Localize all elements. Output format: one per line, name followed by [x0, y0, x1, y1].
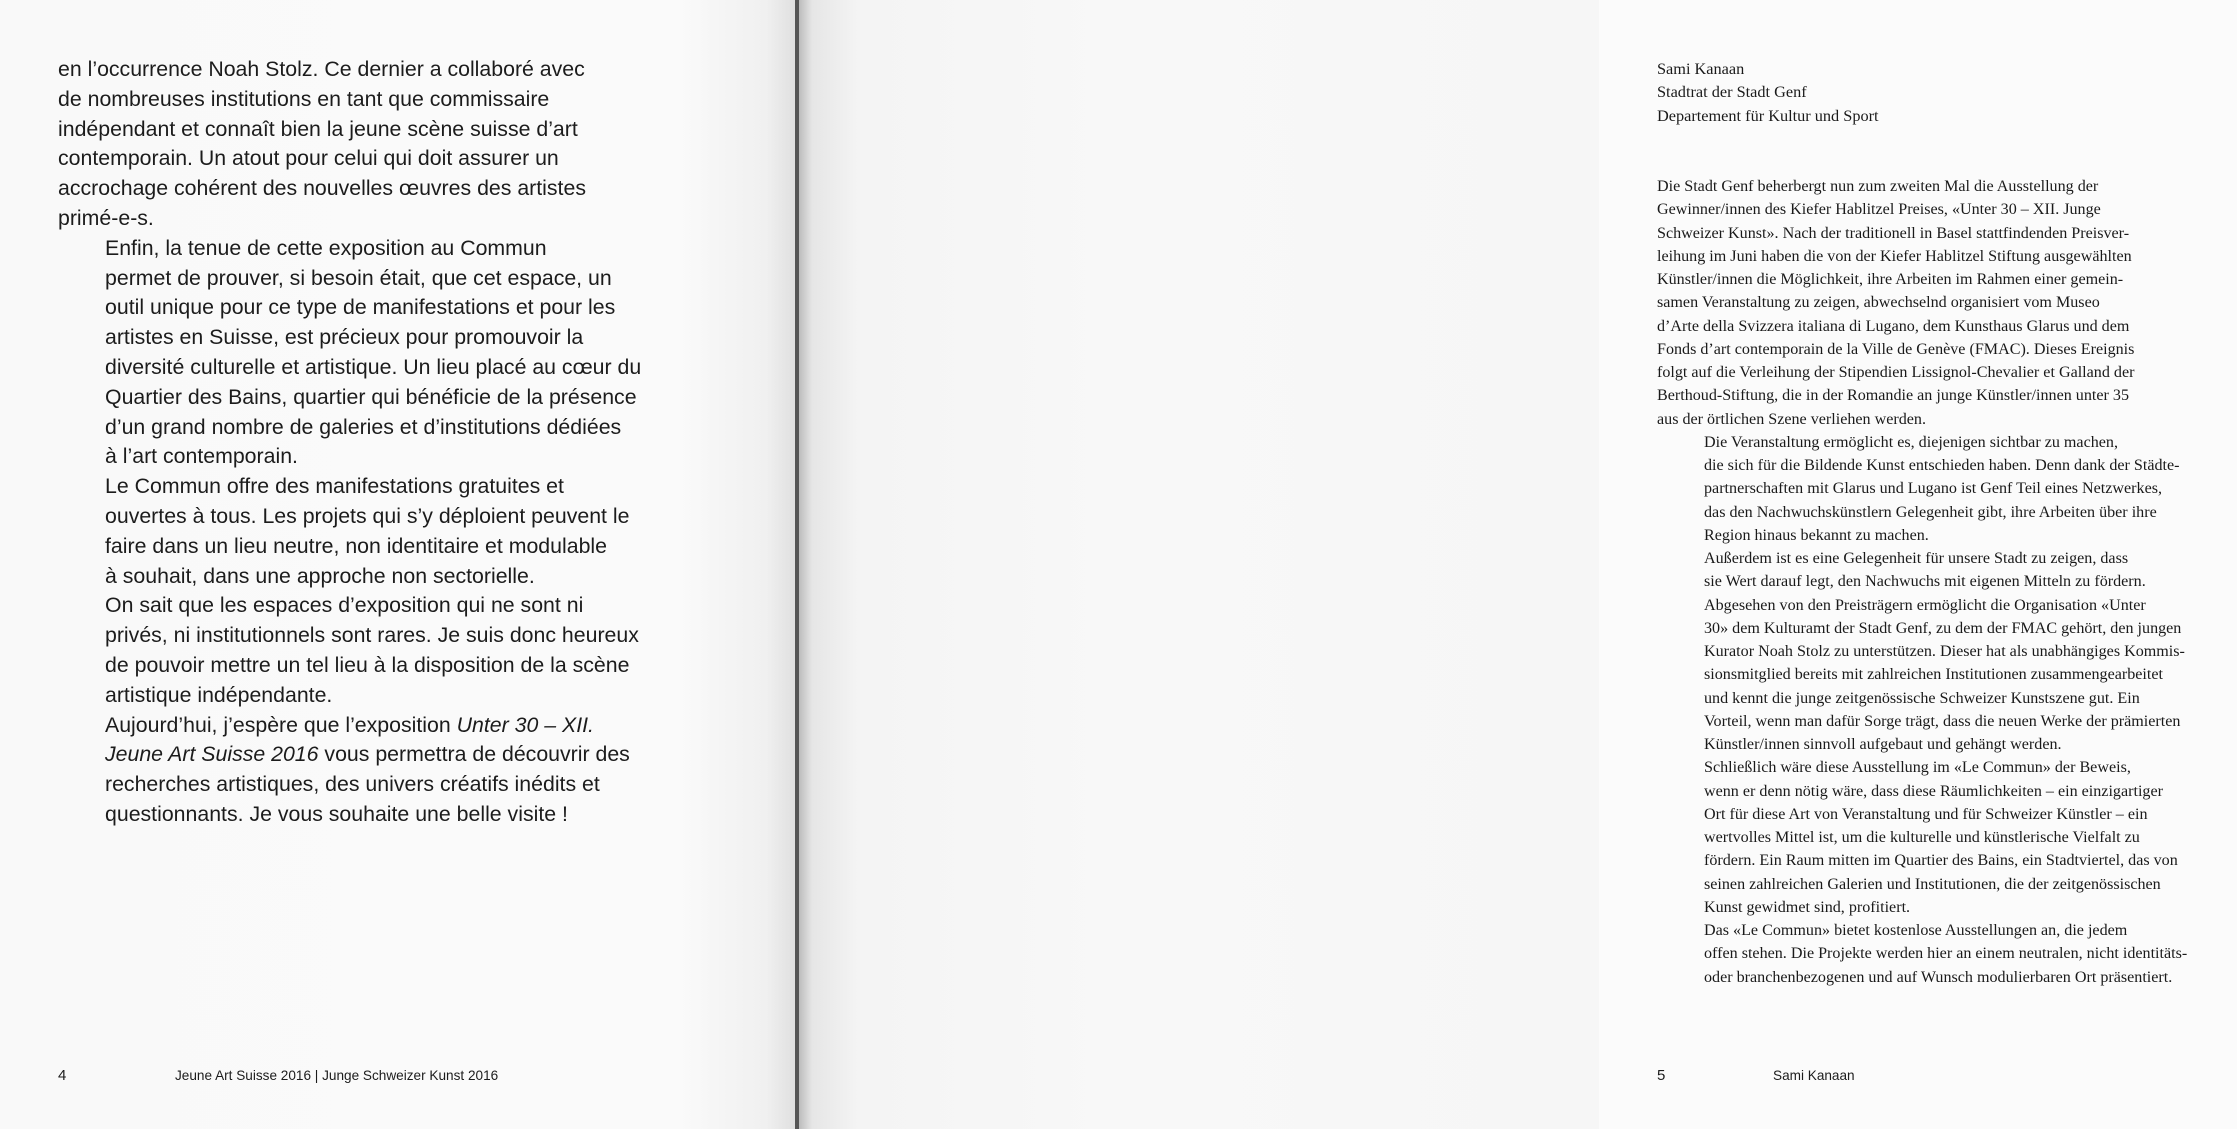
- text-line: Fonds d’art contemporain de la Ville de Genève (FMAC). Dieses Ereignis: [1657, 340, 2135, 358]
- text-line: [58, 323, 628, 353]
- text-line: Schweizer Kunst». Nach der traditionell in Basel stattfindenden Preisver-: [1657, 224, 2130, 242]
- right-page: [798, 0, 2188, 1129]
- text-line: offen stehen. Die Projekte werden hier an einem neutralen, nicht identitäts-: [1704, 945, 2188, 963]
- text-line: [58, 383, 637, 413]
- text-line: Berthoud-Stiftung, die in der Romandie an junge Künstler/innen unter 35: [1657, 387, 2129, 405]
- text-line: Außerdem ist es eine Gelegenheit für unsere Stadt zu zeigen, dass: [1704, 550, 2129, 567]
- text-run: On sait que les espaces d’exposition qui ne sont ni: [105, 593, 584, 618]
- text-line: aus der örtlichen Szene verliehen werden.: [1657, 410, 1927, 428]
- text-line: [58, 591, 628, 621]
- text-run: d’un grand nombre de galeries et d’institutions dédiées: [105, 414, 622, 439]
- text-line: [58, 621, 639, 651]
- text-line: oder branchenbezogenen und auf Wunsch modulierbaren Ort präsentiert.: [1704, 968, 2173, 986]
- text-line: [58, 532, 628, 562]
- text-line: [58, 472, 628, 502]
- left-running-title: Jeune Art Suisse 2016 | Junge Schweizer Kunst 2016: [175, 1068, 499, 1083]
- text-line: wenn er denn nötig wäre, dass diese Räumlichkeiten – ein einzigartiger: [1704, 782, 2163, 800]
- text-line: Die Veranstaltung ermöglicht es, diejenigen sichtbar zu machen,: [1704, 433, 2118, 451]
- text-run: faire dans un lieu neutre, non identitaire et modulable: [105, 533, 607, 558]
- text-line: sionsmitglied bereits mit zahlreichen Institutionen zusammengearbeitet: [1704, 666, 2163, 684]
- text-line: [58, 681, 628, 711]
- text-line: [58, 204, 628, 234]
- author-role: Stadtrat der Stadt Genf: [1657, 82, 1807, 102]
- text-run: Enfin, la tenue de cette exposition au Commun: [105, 235, 547, 260]
- text-line: [58, 55, 628, 85]
- author-department: Departement für Kultur und Sport: [1657, 105, 1879, 125]
- text-line: [58, 353, 642, 383]
- text-line: die sich für die Bildende Kunst entschieden haben. Denn dank der Städte-: [1704, 457, 2180, 474]
- text-line: [58, 800, 628, 830]
- text-run: de nombreuses institutions en tant que commissaire: [58, 86, 550, 111]
- text-line: [58, 651, 628, 681]
- right-paragraph: [1657, 756, 2237, 919]
- text-line: Region hinaus bekannt zu machen.: [1704, 526, 1929, 544]
- left-paragraph: [58, 711, 628, 830]
- text-line: Kunst gewidmet sind, profitiert.: [1704, 898, 1911, 916]
- author-name: Sami Kanaan: [1657, 59, 1745, 78]
- text-line: Abgesehen von den Preisträgern ermöglicht die Organisation «Unter: [1704, 596, 2146, 614]
- text-line: [58, 264, 628, 294]
- text-line: [58, 85, 628, 115]
- text-line: partnerschaften mit Glarus und Lugano ist Genf Teil eines Netzwerkes,: [1704, 480, 2162, 498]
- text-run: diversité culturelle et artistique. Un lieu placé au cœur du: [105, 354, 642, 379]
- text-line: [58, 502, 628, 532]
- text-run: Aujourd’hui, j’espère que l’exposition: [105, 712, 457, 737]
- left-page-body-text: [58, 55, 642, 830]
- text-line: [58, 711, 628, 741]
- text-line: [58, 770, 628, 800]
- left-paragraph: [58, 591, 639, 710]
- right-paragraph: [1657, 547, 2237, 594]
- text-run: indépendant et connaît bien la jeune scène suisse d’art: [58, 116, 578, 141]
- text-line: Vorteil, wenn man dafür Sorge trägt, dass die neuen Werke der prämierten: [1704, 712, 2181, 730]
- text-line: fördern. Ein Raum mitten im Quartier des Bains, ein Stadtviertel, das von: [1704, 852, 2178, 870]
- text-line: samen Veranstaltung zu zeigen, abwechselnd organisiert vom Museo: [1657, 294, 2100, 312]
- left-page-number: 4: [58, 1067, 67, 1084]
- text-run: privés, ni institutionnels sont rares. Je suis donc heureux: [105, 623, 639, 648]
- text-run: de pouvoir mettre un tel lieu à la disposition de la scène: [105, 652, 630, 677]
- left-paragraph: [58, 472, 628, 591]
- text-run: en l’occurrence Noah Stolz. Ce dernier a collaboré avec: [58, 57, 585, 81]
- right-paragraph: [1657, 175, 2237, 431]
- text-run: artistes en Suisse, est précieux pour promouvoir la: [105, 325, 584, 350]
- text-line: [58, 413, 628, 443]
- italic-title-run: Jeune Art Suisse 2016: [105, 742, 319, 767]
- text-run: outil unique pour ce type de manifestations et pour les: [105, 295, 616, 320]
- text-line: [58, 174, 628, 204]
- text-line: 30» dem Kulturamt der Stadt Genf, zu dem der FMAC gehört, den jungen: [1704, 619, 2182, 637]
- text-run: ouvertes à tous. Les projets qui s’y déploient peuvent le: [105, 503, 630, 528]
- text-line: [58, 740, 628, 770]
- text-line: sie Wert darauf legt, den Nachwuchs mit eigenen Mitteln zu fördern.: [1704, 573, 2146, 591]
- text-line: Schließlich wäre diese Ausstellung im «Le Commun» der Beweis,: [1704, 759, 2131, 777]
- text-line: Das «Le Commun» bietet kostenlose Ausstellungen an, die jedem: [1704, 922, 2128, 939]
- right-paragraph: [1657, 919, 2237, 989]
- text-line: Künstler/innen sinnvoll aufgebaut und gehängt werden.: [1704, 736, 2062, 753]
- text-line: [58, 234, 628, 264]
- right-running-title: Sami Kanaan: [1773, 1068, 1855, 1083]
- right-page-body-text: [1657, 175, 2237, 989]
- text-run: à l’art contemporain.: [105, 444, 298, 469]
- text-run: primé-e-s.: [58, 205, 154, 230]
- text-line: [58, 293, 628, 323]
- book-gutter: [795, 0, 799, 1129]
- text-line: Kurator Noah Stolz zu unterstützen. Dieser hat als unabhängiges Kommis-: [1704, 643, 2185, 660]
- text-run: Le Commun offre des manifestations gratuites et: [105, 474, 564, 499]
- text-line: und kennt die junge zeitgenössische Schweizer Kunstszene gut. Ein: [1704, 689, 2140, 707]
- text-line: wertvolles Mittel ist, um die kulturelle und künstlerische Vielfalt zu: [1704, 829, 2140, 846]
- text-line: leihung im Juni haben die von der Kiefer Hablitzel Stiftung ausgewählten: [1657, 247, 2132, 265]
- text-line: d’Arte della Svizzera italiana di Lugano, dem Kunsthaus Glarus und dem: [1657, 317, 2130, 335]
- text-line: Ort für diese Art von Veranstaltung und für Schweizer Künstler – ein: [1704, 805, 2148, 823]
- text-line: folgt auf die Verleihung der Stipendien Lissignol-Chevalier et Galland der: [1657, 364, 2135, 381]
- text-run: questionnants. Je vous souhaite une belle visite !: [105, 801, 568, 826]
- text-line: [58, 562, 628, 592]
- text-line: [58, 144, 628, 174]
- left-paragraph: [58, 55, 628, 234]
- left-page: [0, 0, 798, 1129]
- right-paragraph: [1657, 431, 2237, 547]
- left-paragraph: [58, 234, 642, 472]
- text-line: Künstler/innen die Möglichkeit, ihre Arbeiten im Rahmen einer gemein-: [1657, 271, 2124, 288]
- right-paragraph: [1657, 594, 2237, 757]
- text-run: Quartier des Bains, quartier qui bénéficie de la présence: [105, 384, 637, 409]
- text-run: permet de prouver, si besoin était, que cet espace, un: [105, 265, 612, 290]
- text-run: à souhait, dans une approche non sectorielle.: [105, 563, 535, 588]
- text-run: accrochage cohérent des nouvelles œuvres des artistes: [58, 176, 586, 201]
- text-line: seinen zahlreichen Galerien und Institutionen, die der zeitgenössischen: [1704, 875, 2161, 893]
- text-run: vous permettra de découvrir des: [318, 742, 630, 767]
- text-run: recherches artistiques, des univers créatifs inédits et: [105, 772, 600, 797]
- right-page-number: 5: [1657, 1067, 1666, 1084]
- text-line: Die Stadt Genf beherbergt nun zum zweiten Mal die Ausstellung der: [1657, 178, 2099, 195]
- text-line: Gewinner/innen des Kiefer Hablitzel Preises, «Unter 30 – XII. Junge: [1657, 201, 2101, 219]
- text-run: artistique indépendante.: [105, 682, 333, 707]
- text-line: [58, 115, 628, 145]
- text-line: [58, 442, 628, 472]
- text-line: das den Nachwuchskünstlern Gelegenheit gibt, ihre Arbeiten über ihre: [1704, 503, 2157, 521]
- author-block: [1657, 57, 1879, 127]
- text-run: contemporain. Un atout pour celui qui doit assurer un: [58, 146, 559, 171]
- italic-title-run: Unter 30 – XII.: [456, 712, 594, 737]
